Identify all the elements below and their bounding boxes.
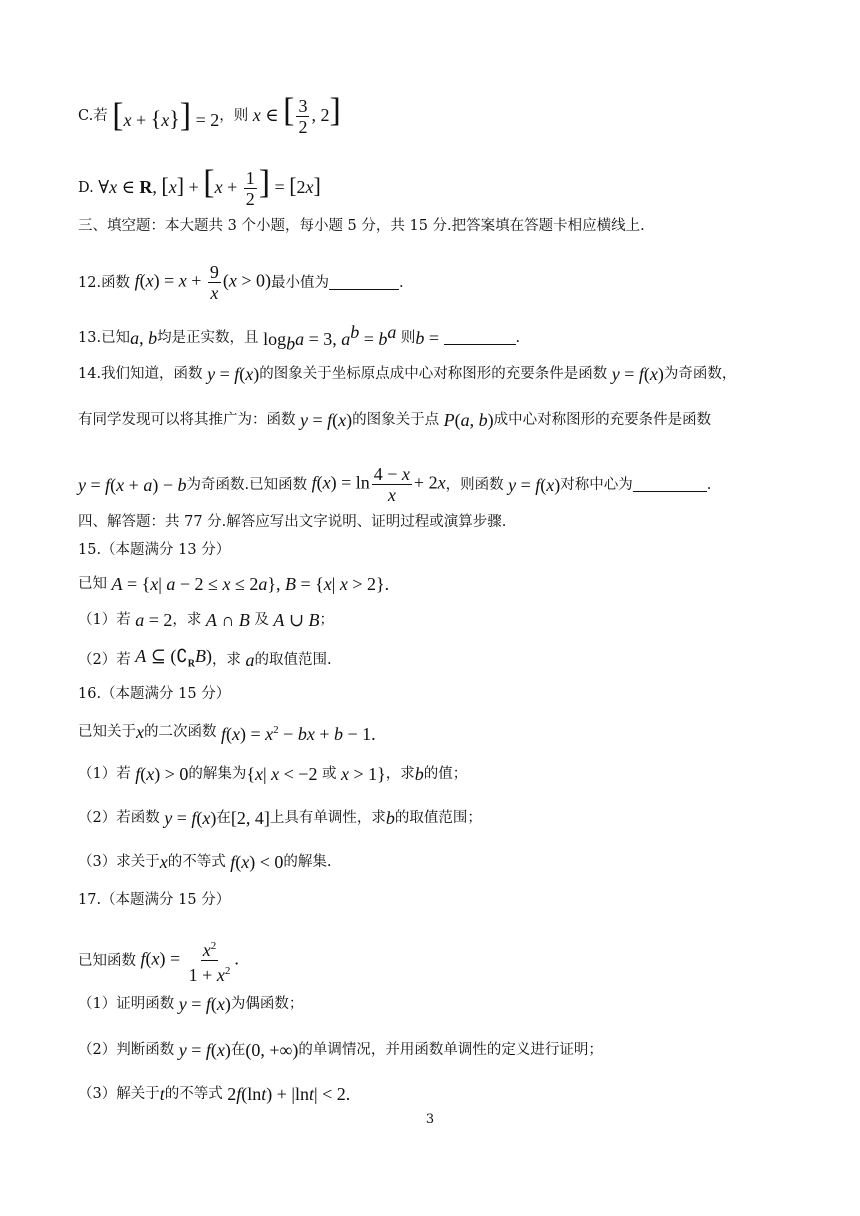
q16-given-a: 已知关于: [78, 724, 136, 740]
option-c-label: C.若: [78, 107, 108, 124]
q14-line3c: 对称中心为: [560, 476, 633, 493]
q17-p1b: 为偶函数；: [230, 996, 304, 1012]
q16-x: x: [136, 722, 144, 742]
q16-set-right: x > 1}: [340, 764, 386, 784]
q14-y-fx-1: y = f(x): [207, 364, 260, 384]
q16-p1e: 的值；: [423, 766, 468, 782]
q15-p1a: （1）若: [78, 612, 131, 628]
q13-formula: $\log_ba = 3$, $a^b = b^a$: [258, 322, 397, 354]
q15-part-2: [78, 646, 332, 675]
q14-line2c: 成中心对称图形的充要条件是函数: [493, 412, 712, 428]
q16-yfx: y = f(x): [164, 808, 217, 828]
q16-p2d: 的取值范围；: [394, 810, 482, 826]
q16-p2b: 在: [216, 810, 231, 826]
q15-given-line: [78, 574, 389, 594]
q16-interval: [2, 4]: [230, 808, 270, 828]
q16-p1a: （1）若: [78, 766, 131, 782]
q17-p1a: （1）证明函数: [78, 996, 175, 1012]
option-c-range: x ∈ [ $\frac{3}{2}$ , 2]: [252, 92, 341, 138]
option-d: [78, 166, 321, 209]
q14-line2a: 有同学发现可以将其推广为：函数: [78, 412, 296, 428]
q17-p3a: （3）解关于: [78, 1086, 160, 1102]
q14-line3b: ，则函数: [445, 476, 504, 493]
q17-fx: f(x) = $\frac{x^2}{1 + x^2}$ .: [136, 936, 239, 985]
q15-given: 已知: [78, 576, 107, 592]
q16-ineq: f(x) > 0: [135, 764, 189, 784]
q15-p2b: ，求: [212, 652, 241, 669]
q17-interval: (0, +∞): [245, 1040, 299, 1060]
q16-p2a: （2）若函数: [78, 810, 160, 826]
q14-blank: [633, 477, 707, 492]
q17-p2a: （2）判断函数: [78, 1042, 175, 1058]
q16-given-b: 的二次函数: [144, 724, 217, 740]
q17-ineq: 2f(lnt) + |lnt| < 2.: [222, 1084, 351, 1104]
q12-after: 最小值为: [271, 274, 330, 291]
q14-line2b: 的图象关于点: [352, 412, 440, 428]
q16-p1b: 的解集为: [188, 766, 247, 782]
q16-b1: b: [414, 764, 424, 784]
q15-p1b: ，求: [172, 612, 202, 628]
q15-part-1: [78, 610, 334, 630]
q14-line1c: 为奇函数，: [663, 366, 737, 382]
option-c-formula: [x + {x}] = 2: [112, 96, 220, 134]
q13-blank: [444, 330, 516, 345]
q17-p2b: 在: [230, 1042, 246, 1058]
q17-part-2: [78, 1040, 603, 1060]
q16-p1c: 或: [321, 766, 337, 782]
q12-text: 函数: [101, 274, 131, 291]
q15-p2a: （2）若: [78, 652, 131, 669]
q17-p2c: 的单调情况，并用函数单调性的定义进行证明；: [298, 1042, 603, 1058]
q15-a2: a = 2: [135, 610, 173, 630]
q15-p2c: 的取值范围.: [254, 652, 332, 669]
q13-b: b =: [415, 327, 444, 348]
q14-y-fx-4: y = f(x): [508, 474, 561, 495]
q17-p3b: 的不等式: [164, 1086, 223, 1102]
q12-formula: f(x) = x + $\frac{9}{x}$ (x > 0): [134, 262, 272, 303]
q17-given: 已知函数: [78, 952, 136, 969]
q12-end: .: [399, 274, 404, 291]
q16-part-3: [78, 852, 332, 872]
section-3-heading: 三、填空题：本大题共 3 个小题，每小题 5 分，共 15 分.把答案填在答题卡相应横线上.: [78, 218, 645, 234]
q15-subset: A ⊆ $(∁_RB)$: [135, 646, 212, 670]
question-12: [78, 262, 404, 303]
question-14-line-3: [78, 464, 711, 505]
q16-title: 16.（本题满分 15 分）: [78, 686, 231, 702]
q16-p3b: 的不等式: [167, 854, 226, 870]
q16-part-1: [78, 764, 467, 784]
q15-intersect: A ∩ B: [205, 610, 250, 630]
q14-point: P(a, b): [443, 410, 494, 430]
q14-y-fx-3: y = f(x): [300, 410, 353, 430]
q16-p3c: 的解集.: [283, 854, 332, 870]
question-13: [78, 322, 520, 354]
section-4-heading: 四、解答题：共 77 分.解答应写出文字说明、证明过程或演算步骤.: [78, 514, 507, 530]
q14-y-fx-2: y = f(x): [611, 364, 664, 384]
q14-line3a: 为奇函数.已知函数: [186, 476, 308, 493]
q16-given-line: [78, 720, 376, 744]
q16-ineq2: f(x) < 0: [230, 852, 284, 872]
q16-part-2: [78, 808, 482, 828]
q14-line1a: 14.我们知道，函数: [78, 366, 203, 382]
q15-p1c: 及: [254, 612, 269, 628]
q13-t2: 均是正实数，且: [157, 329, 259, 346]
q13-text: 已知: [101, 329, 131, 346]
q13-vars: a, b: [130, 327, 158, 348]
question-14-line-2: [78, 410, 711, 430]
option-c-cond: ，则: [219, 107, 249, 124]
q13-end: .: [515, 329, 521, 346]
q17-given-line: [78, 936, 239, 985]
q16-p3a: （3）求关于: [78, 854, 160, 870]
option-d-label: D.: [78, 179, 94, 196]
page-number: 3: [425, 1112, 435, 1127]
q15-title: 15.（本题满分 13 分）: [78, 542, 231, 558]
q17-yfx-2: y = f(x): [178, 1040, 231, 1060]
q17-yfx-1: y = f(x): [178, 994, 231, 1014]
q12-num: 12.: [78, 274, 102, 291]
q17-part-1: [78, 994, 303, 1014]
option-c: [78, 94, 341, 137]
q17-part-3: [78, 1084, 350, 1104]
q14-fx-def: f(x) = ln $\frac{4 - x}{x}$ + 2x: [311, 464, 446, 505]
q13-t3: 则: [400, 329, 416, 346]
option-d-formula: ∀x ∈ R, [x] + [x + $\frac{1}{2}$ ] = [2x]: [93, 164, 321, 210]
q14-shift: y = f(x + a) − b: [78, 474, 187, 495]
q16-p1d: ，求: [385, 766, 415, 782]
q12-blank: [329, 275, 399, 290]
q17-title: 17.（本题满分 15 分）: [78, 892, 231, 908]
q17-t: t: [159, 1084, 165, 1104]
question-14-line-1: [78, 364, 736, 384]
q16-fx: $f(x) = x^2$ − bx + b − 1.: [221, 724, 376, 744]
q15-a: a: [241, 650, 255, 671]
q16-x2: x: [159, 852, 168, 872]
q16-b2: b: [385, 808, 395, 828]
q16-p2c: 上具有单调性，求: [269, 810, 386, 826]
q15-p1d: ；: [319, 612, 334, 628]
q15-union: A ∪ B: [273, 610, 320, 630]
q14-line3d: .: [706, 476, 712, 493]
q15-sets: A = {x| a − 2 ≤ x ≤ 2a}, B = {x| x > 2}.: [111, 574, 390, 594]
q16-set-left: {x| x < −2: [246, 764, 322, 784]
q14-line1b: 的图象关于坐标原点成中心对称图形的充要条件是函数: [259, 366, 608, 382]
q13-num: 13.: [78, 329, 102, 346]
